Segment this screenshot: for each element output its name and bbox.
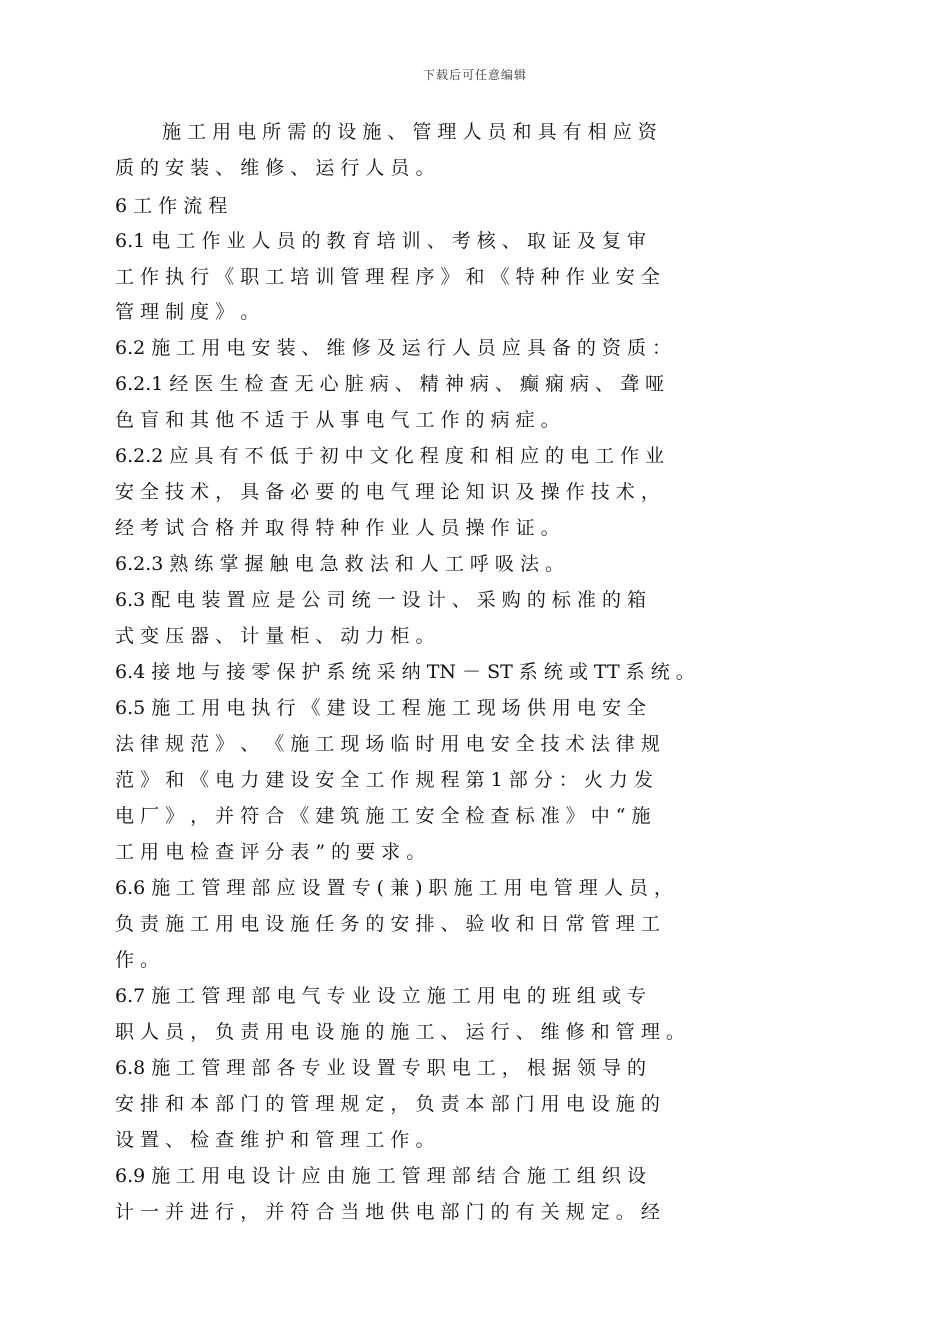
paragraph-line: 工 作 执 行 《 职 工 培 训 管 理 程 序 》 和 《 特 种 作 业 安 全 [115,266,660,288]
paragraph-line: 式 变 压 器 、 计 量 柜 、 动 力 柜 。 [115,625,435,647]
paragraph-line: 6.6 施 工 管 理 部 应 设 置 专 ( 兼 ) 职 施 工 用 电 管 理 人 员 ， [115,877,673,899]
paragraph-line: 职 人 员 ， 负 责 用 电 设 施 的 施 工 、 运 行 、 维 修 和 管 理 。 [115,1021,685,1043]
section-heading: 6 工 作 流 程 [115,195,228,217]
paragraph-line: 6.2.1 经 医 生 检 查 无 心 脏 病 、 精 神 病 、 癫 痫 病 、 聋 哑 [115,373,665,395]
paragraph-line: 6.3 配 电 装 置 应 是 公 司 统 一 设 计 、 采 购 的 标 准 的 箱 [115,589,647,611]
paragraph-line: 计 一 并 进 行 ， 并 符 合 当 地 供 电 部 门 的 有 关 规 定 。 经 [115,1201,660,1223]
paragraph-line: 6.2 施 工 用 电 安 装 、 维 修 及 运 行 人 员 应 具 备 的 资 质 ： [115,337,672,359]
paragraph-line: 法 律 规 范 》 、 《 施 工 现 场 临 时 用 电 安 全 技 术 法 律 规 [115,733,660,755]
paragraph-line: 6.2.2 应 具 有 不 低 于 初 中 文 化 程 度 和 相 应 的 电 工 作 业 [115,445,665,467]
paragraph-line: 质 的 安 装 、 维 修 、 运 行 人 员 。 [115,157,435,179]
paragraph-line: 6.2.3 熟 练 掌 握 触 电 急 救 法 和 人 工 呼 吸 法 。 [115,553,564,575]
paragraph-line: 6.7 施 工 管 理 部 电 气 专 业 设 立 施 工 用 电 的 班 组 或 专 [115,985,647,1007]
paragraph-line: 6.8 施 工 管 理 部 各 专 业 设 置 专 职 电 工 ， 根 据 领 导 的 [115,1057,647,1079]
paragraph-line: 安 全 技 术 ， 具 备 必 要 的 电 气 理 论 知 识 及 操 作 技 术 ， [115,481,660,503]
paragraph-line: 安 排 和 本 部 门 的 管 理 规 定 ， 负 责 本 部 门 用 电 设 施 的 [115,1093,660,1115]
paragraph-line: 经 考 试 合 格 并 取 得 特 种 作 业 人 员 操 作 证 。 [115,517,560,539]
paragraph-line: 管 理 制 度 》 。 [115,301,260,323]
paragraph-line: 施 工 用 电 所 需 的 设 施 、 管 理 人 员 和 具 有 相 应 资 [162,121,657,143]
paragraph-line: 工 用 电 检 查 评 分 表 ” 的 要 求 。 [115,841,426,863]
paragraph-line: 设 置 、 检 查 维 护 和 管 理 工 作 。 [115,1129,435,1151]
paragraph-line: 6.4 接 地 与 接 零 保 护 系 统 采 纳 TN － ST 系 统 或 TT 系 统 。 [115,661,695,683]
paragraph-line: 6.1 电 工 作 业 人 员 的 教 育 培 训 、 考 核 、 取 证 及 复 审 [115,230,647,252]
paragraph-line: 电 厂 》 ， 并 符 合 《 建 筑 施 工 安 全 检 查 标 准 》 中 “ 施 [115,805,651,827]
page-header: 下载后可任意编辑 [422,68,527,82]
paragraph-line: 负 责 施 工 用 电 设 施 任 务 的 安 排 、 验 收 和 日 常 管 理 工 [115,913,660,935]
paragraph-line: 6.9 施 工 用 电 设 计 应 由 施 工 管 理 部 结 合 施 工 组 织 设 [115,1165,647,1187]
paragraph-line: 色 盲 和 其 他 不 适 于 从 事 电 气 工 作 的 病 症 。 [115,409,560,431]
paragraph-line: 6.5 施 工 用 电 执 行 《 建 设 工 程 施 工 现 场 供 用 电 安 全 [115,697,647,719]
paragraph-line: 作 。 [115,949,160,971]
paragraph-line: 范 》 和 《 电 力 建 设 安 全 工 作 规 程 第 1 部 分 ： 火 力 发 [115,769,653,791]
